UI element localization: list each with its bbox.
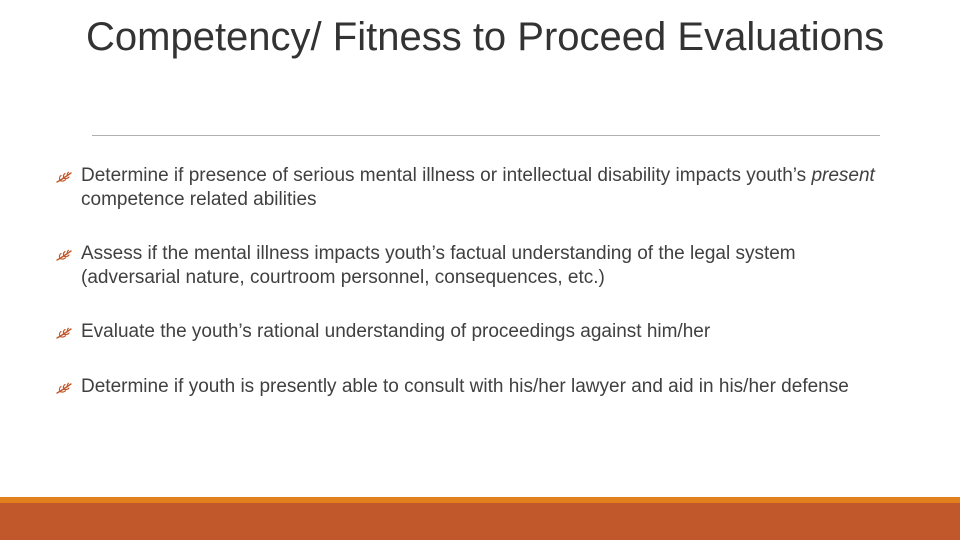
bullet-text-segment: competence related abilities [81, 188, 317, 210]
bullet-text-segment: Determine if presence of serious mental illness or intellectual disability impacts youth’s [81, 165, 812, 186]
bullet-item [56, 242, 886, 289]
bullet-item [56, 320, 886, 344]
leaf-bullet-icon [56, 249, 74, 261]
bullet-list [56, 164, 886, 429]
leaf-bullet-icon [56, 327, 74, 339]
bullet-text: Determine if youth is presently able to consult with his/her lawyer and aid in his/her defense [81, 375, 849, 397]
bullet-text-emphasis: present [811, 165, 875, 186]
bullet-text: Evaluate the youth’s rational understanding of proceedings against him/her [81, 321, 711, 342]
bullet-text: Assess if the mental illness impacts youth’s factual understanding of the legal system (adversarial nature, courtroom personnel, consequences, etc.) [81, 243, 796, 288]
leaf-bullet-icon [56, 382, 74, 394]
bullet-item [56, 164, 886, 211]
leaf-bullet-icon [56, 171, 74, 183]
bullet-item [56, 375, 886, 399]
title-divider [92, 135, 880, 136]
footer-bar [0, 503, 960, 540]
bullet-text [81, 165, 875, 210]
slide-title: Competency/ Fitness to Proceed Evaluations [86, 15, 885, 59]
